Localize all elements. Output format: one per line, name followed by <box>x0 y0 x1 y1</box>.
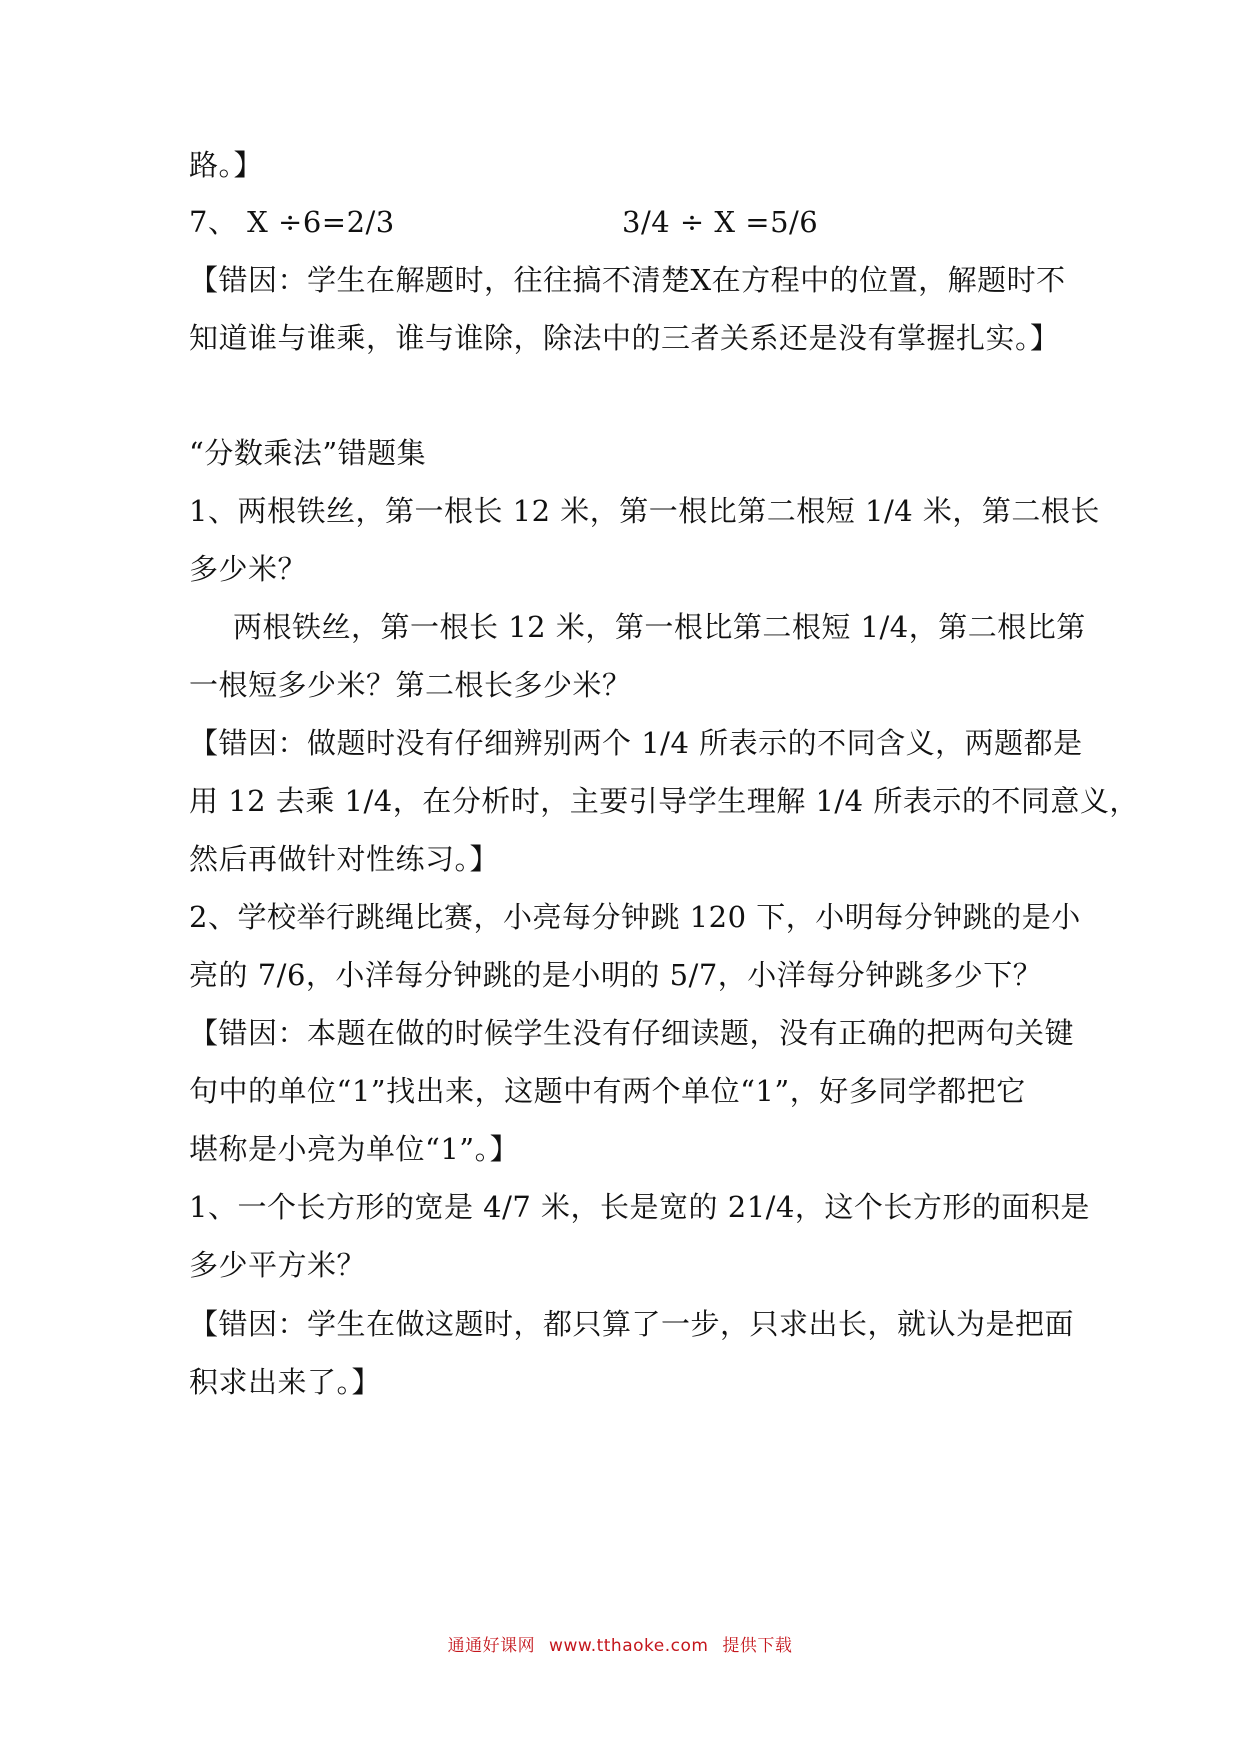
error-cause-text: 然后再做针对性练习。】 <box>189 842 500 876</box>
text-line: 路。】 <box>189 148 264 182</box>
error-cause-text: 【错因：学生在做这题时，都只算了一步，只求出长，就认为是把面 <box>189 1307 1075 1341</box>
question-text: 两根铁丝，第一根长 12 米，第一根比第二根短 1/4，第二根比第 <box>233 610 1086 644</box>
footer-site-name: 通通好课网 <box>447 1636 536 1656</box>
question-text: 多少米？ <box>189 552 308 586</box>
footer-url-link[interactable]: www.tthaoke.com <box>549 1636 709 1656</box>
error-cause-text: 【错因：做题时没有仔细辨别两个 1/4 所表示的不同含义，两题都是 <box>189 726 1083 760</box>
question-text: 多少平方米？ <box>189 1248 367 1282</box>
section-title: “分数乘法”错题集 <box>189 436 427 470</box>
error-cause-text: 句中的单位“1”找出来，这题中有两个单位“1”，好多同学都把它 <box>189 1074 1026 1108</box>
equation-2: 3/4 ÷ X =5/6 <box>622 205 819 239</box>
question-text: 一根短多少米？第二根长多少米？ <box>189 668 632 702</box>
error-cause-text: 【错因：学生在解题时，往往搞不清楚X在方程中的位置，解题时不 <box>189 263 1066 297</box>
error-cause-text: 积求出来了。】 <box>189 1365 382 1399</box>
error-cause-text: 堪称是小亮为单位“1”。】 <box>189 1132 520 1166</box>
error-cause-text: 【错因：本题在做的时候学生没有仔细读题，没有正确的把两句关键 <box>189 1016 1075 1050</box>
question-text: 亮的 7/6，小洋每分钟跳的是小明的 5/7，小洋每分钟跳多少下？ <box>189 958 1043 992</box>
question-text: 1、一个长方形的宽是 4/7 米，长是宽的 21/4，这个长方形的面积是 <box>189 1190 1090 1224</box>
error-cause-text: 用 12 去乘 1/4，在分析时，主要引导学生理解 1/4 所表示的不同意义， <box>189 784 1139 818</box>
question-text: 1、两根铁丝，第一根长 12 米，第一根比第二根短 1/4 米，第二根长 <box>189 494 1100 528</box>
page-footer <box>0 1634 1240 1658</box>
error-cause-text: 知道谁与谁乘，谁与谁除，除法中的三者关系还是没有掌握扎实。】 <box>189 321 1060 355</box>
equation-line <box>189 202 819 242</box>
equation-1: 7、 X ÷6=2/3 <box>189 205 395 239</box>
question-text: 2、学校举行跳绳比赛，小亮每分钟跳 120 下，小明每分钟跳的是小 <box>189 900 1081 934</box>
footer-action: 提供下载 <box>722 1636 793 1656</box>
